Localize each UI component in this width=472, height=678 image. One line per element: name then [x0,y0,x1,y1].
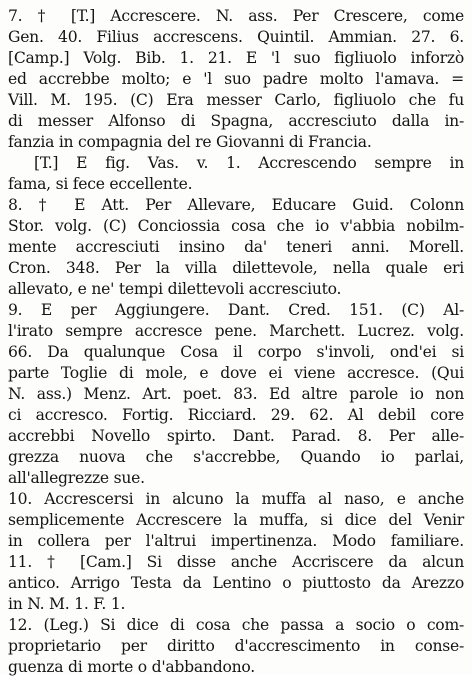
text-line: antico. Arrigo Testa da Lentino o piuttosto da Arezzo [8,574,464,592]
text-line: mente accresciuti insino da' teneri anni. Morell. [8,238,464,256]
text-line: ed accrebbe molto; e 'l suo padre molto l'amava. = [8,70,464,88]
text-line: semplicemente Accrescere la muffa, si dice del Venir [8,511,464,529]
text-line: in collera per l'altrui impertinenza. Modo familiare. [8,532,464,550]
text-line: [Camp.] Volg. Bib. 1. 21. E 'l suo figliuolo inforzò [8,49,464,67]
text-line: 8. † E Att. Per Allevare, Educare Guid. Colonn [8,196,464,214]
text-line: fanzia in compagnia del re Giovanni di Francia. [8,133,372,151]
text-line: 11. † [Cam.] Si disse anche Accriscere da alcun [8,553,464,571]
text-line: accrebbi Novello spirto. Dant. Parad. 8. Per alle- [8,427,464,445]
text-line: Stor. volg. (C) Conciossia cosa che io v'abbia nobilm- [8,217,464,235]
text-line: Vill. M. 195. (C) Era messer Carlo, figliuolo che fu [8,91,464,109]
text-line: 10. Accrescersi in alcuno la muffa al naso, e anche [8,490,464,508]
text-line: grezza nuova che s'accrebbe, Quando io parlai, [8,448,464,466]
text-line: Gen. 40. Filius accrescens. Quintil. Ammian. 27. 6. [8,28,464,46]
text-line: 7. † [T.] Accrescere. N. ass. Per Crescere, come [8,7,464,25]
text-line: 9. E per Aggiungere. Dant. Cred. 151. (C) Al- [8,301,464,319]
text-line: parte Toglie di mole, e dove ei viene accresce. (Qui [8,364,464,382]
text-line: allevato, e ne' tempi dilettevoli accresciuto. [8,280,342,298]
text-line: in N. M. 1. F. 1. [8,595,126,613]
text-line: di messer Alfonso di Spagna, accresciuto dalla in- [8,112,464,130]
text-line: N. ass.) Menz. Art. poet. 83. Ed altre parole io non [8,385,464,403]
text-line: ci accresco. Fortig. Ricciard. 29. 62. Al debil core [8,406,464,424]
text-line: all'allegrezze sue. [8,469,145,487]
text-line: proprietario per diritto d'accrescimento in conse- [8,637,464,655]
text-line: 66. Da qualunque Cosa il corpo s'involi, ond'ei si [8,343,464,361]
text-line: Cron. 348. Per la villa dilettevole, nella quale eri [8,259,464,277]
text-line: l'irato sempre accresce pene. Marchett. Lucrez. volg. [8,322,464,340]
text-line: fama, si fece eccellente. [8,175,193,193]
text-line: [T.] E fig. Vas. v. 1. Accrescendo sempre in [34,154,464,172]
text-line: 12. (Leg.) Si dice di cosa che passa a socio o com- [8,616,464,634]
text-line: guenza di morte o d'abbandono. [8,658,255,676]
